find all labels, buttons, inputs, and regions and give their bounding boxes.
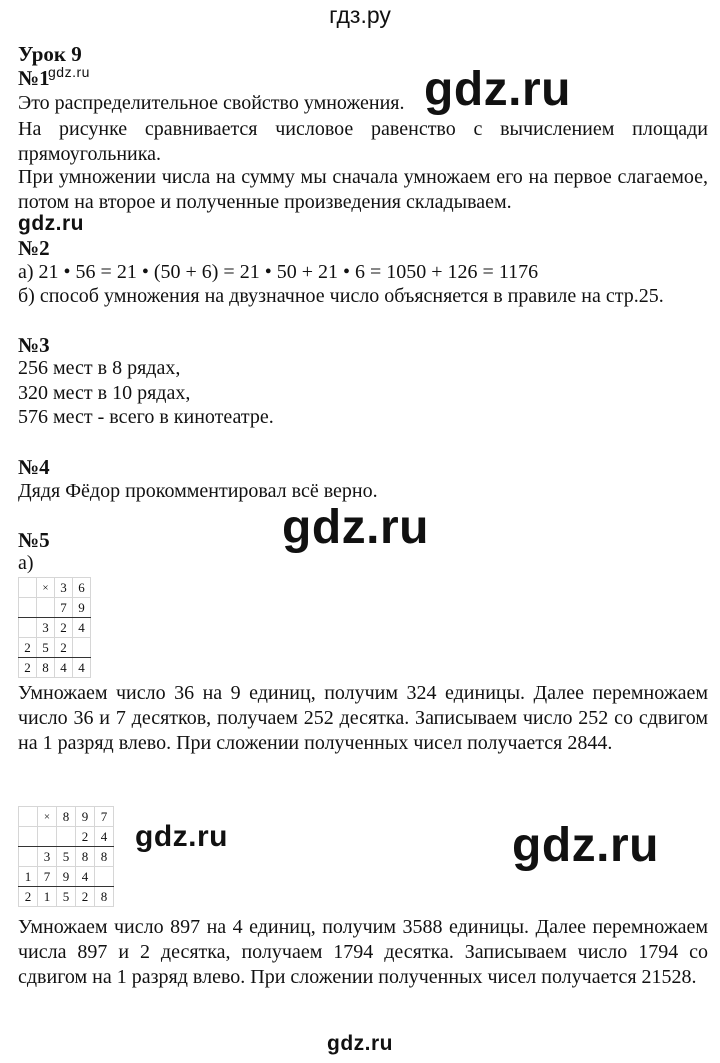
grid-cell: 3 bbox=[37, 618, 55, 638]
task-2-number: №2 bbox=[18, 236, 50, 260]
grid-cell: 5 bbox=[37, 638, 55, 658]
grid-cell: 2 bbox=[19, 638, 37, 658]
grid-cell bbox=[38, 827, 57, 847]
watermark-logo: gdz.ru bbox=[282, 501, 429, 554]
task-4-line-1: Дядя Фёдор прокомментировал всё верно. bbox=[18, 480, 378, 502]
task-1-line-1: Это распределительное свойство умножения. bbox=[18, 92, 405, 114]
grid-cell: 9 bbox=[76, 807, 95, 827]
grid-cell: 2 bbox=[55, 638, 73, 658]
grid-cell bbox=[19, 847, 38, 867]
grid-cell: 4 bbox=[73, 658, 91, 678]
grid-cell: 7 bbox=[55, 598, 73, 618]
grid-cell: 2 bbox=[19, 887, 38, 907]
grid-cell: 8 bbox=[37, 658, 55, 678]
grid-cell bbox=[19, 618, 37, 638]
grid-cell: 7 bbox=[95, 807, 114, 827]
grid-cell: 8 bbox=[76, 847, 95, 867]
grid-cell: 7 bbox=[38, 867, 57, 887]
grid-cell: 9 bbox=[73, 598, 91, 618]
task-3-line-2: 320 мест в 10 рядах, bbox=[18, 382, 191, 404]
task-5-explanation-2: Умножаем число 897 на 4 единиц, получим 3588 единицы. Далее перемножаем числа 897 и 2 десятка, получаем 1794 десятка. Записываем число 1794 со сдвигом на 1 разряд влево. При сложении полученных чисел получается 21528. bbox=[18, 916, 708, 988]
grid-cell: 5 bbox=[57, 887, 76, 907]
grid-cell: 8 bbox=[95, 887, 114, 907]
site-header: гдз.ру bbox=[329, 2, 391, 28]
task-3-line-1: 256 мест в 8 рядах, bbox=[18, 357, 181, 379]
grid-cell: 5 bbox=[57, 847, 76, 867]
grid-cell: 2 bbox=[19, 658, 37, 678]
task-3-number: №3 bbox=[18, 333, 50, 357]
task-1-line-2: На рисунке сравнивается числовое равенство с вычислением площади прямоугольника. bbox=[18, 118, 708, 165]
multiply-sign: × bbox=[38, 807, 57, 827]
watermark-logo: gdz.ru bbox=[135, 820, 228, 853]
grid-cell bbox=[19, 827, 38, 847]
watermark-logo: gdz.ru bbox=[512, 819, 659, 872]
grid-cell: 2 bbox=[76, 827, 95, 847]
grid-cell: 1 bbox=[19, 867, 38, 887]
grid-cell bbox=[73, 638, 91, 658]
grid-cell: 4 bbox=[76, 867, 95, 887]
grid-cell: 9 bbox=[57, 867, 76, 887]
grid-cell: 8 bbox=[95, 847, 114, 867]
task-5-explanation-1: Умножаем число 36 на 9 единиц, получим 324 единицы. Далее перемножаем число 36 и 7 десятков, получаем 252 десятка. Записываем число 252 со сдвигом на 1 разряд влево. При сложении полученных чисел получается 2844. bbox=[18, 682, 708, 754]
grid-cell: 6 bbox=[73, 578, 91, 598]
grid-cell bbox=[19, 598, 37, 618]
grid-cell bbox=[19, 578, 37, 598]
task-1-number: №1 bbox=[18, 66, 50, 90]
grid-cell bbox=[37, 598, 55, 618]
grid-cell: 1 bbox=[38, 887, 57, 907]
task-1-line-3: При умножении числа на сумму мы сначала умножаем его на первое слагаемое, потом на второе и полученные произведения складываем. bbox=[18, 166, 708, 213]
task-2-line-1: а) 21 • 56 = 21 • (50 + 6) = 21 • 50 + 21 • 6 = 1050 + 126 = 1176 bbox=[18, 261, 539, 283]
grid-cell: 2 bbox=[76, 887, 95, 907]
task-4-number: №4 bbox=[18, 455, 50, 479]
task-2-line-2: б) способ умножения на двузначное число объясняется в правиле на стр.25. bbox=[18, 285, 664, 307]
grid-cell: 2 bbox=[55, 618, 73, 638]
grid-cell bbox=[95, 867, 114, 887]
grid-cell: 8 bbox=[57, 807, 76, 827]
task-3-line-3: 576 мест - всего в кинотеатре. bbox=[18, 406, 274, 428]
watermark-tiny: gdz.ru bbox=[48, 64, 90, 80]
grid-cell bbox=[57, 827, 76, 847]
task-5-part-a: а) bbox=[18, 552, 34, 574]
watermark-logo: gdz.ru bbox=[18, 212, 84, 235]
watermark-logo: gdz.ru bbox=[424, 63, 571, 116]
grid-cell: 4 bbox=[55, 658, 73, 678]
grid-cell: 4 bbox=[95, 827, 114, 847]
watermark-footer: gdz.ru bbox=[327, 1032, 393, 1055]
multiply-sign: × bbox=[37, 578, 55, 598]
grid-cell: 3 bbox=[38, 847, 57, 867]
task-5-number: №5 bbox=[18, 528, 50, 552]
multiplication-grid-2 bbox=[18, 806, 114, 907]
multiplication-grid-1 bbox=[18, 577, 91, 678]
lesson-title: Урок 9 bbox=[18, 42, 82, 66]
grid-cell bbox=[19, 807, 38, 827]
grid-cell: 4 bbox=[73, 618, 91, 638]
grid-cell: 3 bbox=[55, 578, 73, 598]
